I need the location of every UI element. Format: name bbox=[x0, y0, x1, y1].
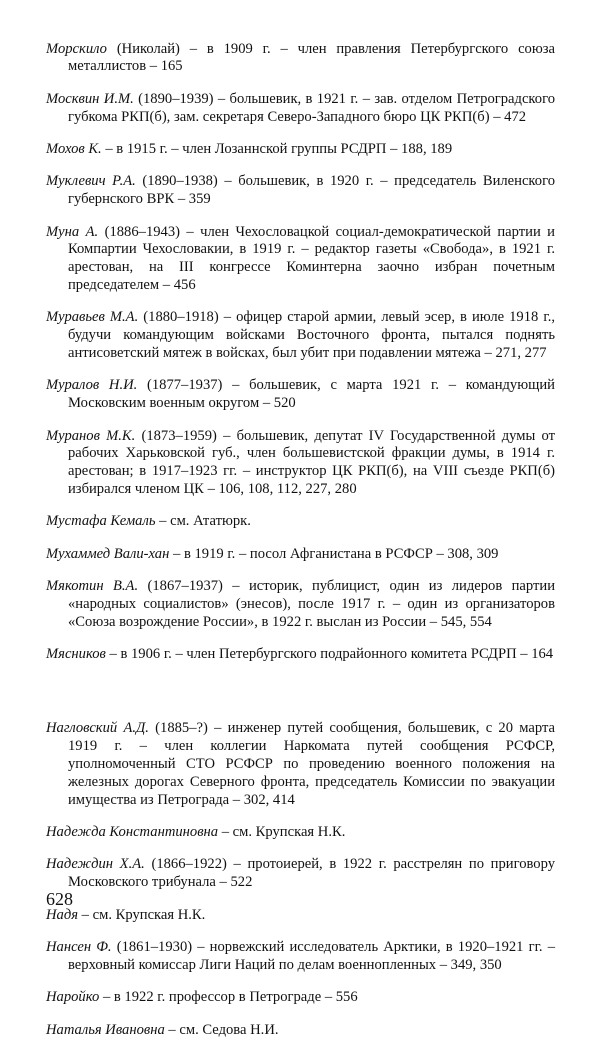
entry-text: (1867–1937) – историк, публицист, один из лидеров партии «народных социалистов» (энесов), после 1917 г. – один из организаторов «Союза возрождение России», в 1922 г. выслан из России – 545, 554 bbox=[68, 578, 556, 630]
index-entry bbox=[46, 91, 555, 127]
entry-name: Мустафа Кемаль bbox=[46, 513, 156, 530]
entry-name: Мякотин В.А. bbox=[46, 578, 139, 595]
entry-name: Наталья Ивановна bbox=[46, 1021, 165, 1038]
entry-name: Надежда Константиновна bbox=[46, 824, 219, 841]
index-entry bbox=[46, 428, 555, 499]
entry-text: (1890–1938) – большевик, в 1920 г. – председатель Виленского губернского ВРК – 359 bbox=[68, 173, 555, 208]
index-entry bbox=[46, 224, 555, 295]
index-entry bbox=[46, 309, 555, 362]
entry-text: – см. Крупская Н.К. bbox=[218, 824, 346, 841]
entry-name: Наройко bbox=[46, 989, 100, 1006]
entry-text: – в 1915 г. – член Лозаннской группы РСДРП – 188, 189 bbox=[101, 140, 453, 157]
index-entry bbox=[46, 546, 555, 564]
entry-text: (1873–1959) – большевик, депутат IV Государственной думы от рабочих Харьковской губ., член большевистской фракции думы, в 1914 г. арестован; в 1917–1923 гг. – инструктор ЦК РКП(б), на VIII съезде РКП(б) избирался членом ЦК – 106, 108, 112, 227, 280 bbox=[68, 427, 555, 497]
entry-text: (1885–?) – инженер путей сообщения, большевик, с 20 марта 1919 г. – член коллегии Наркомата путей сообщения РСФСР, уполномоченный СТО РСФСР по проведению военного положения на железных дорогах Северного фронта, председатель Комиссии по эвакуации имущества из Петрограда – 302, 414 bbox=[68, 720, 555, 808]
entry-name: Муклевич Р.А. bbox=[46, 173, 136, 190]
index-entry bbox=[46, 141, 555, 159]
entry-name: Морскило bbox=[46, 40, 107, 57]
entry-text: – в 1906 г. – член Петербургского подрайонного комитета РСДРП – 164 bbox=[105, 646, 554, 663]
entry-text: – в 1919 г. – посол Афганистана в РСФСР – 308, 309 bbox=[169, 545, 499, 562]
entry-text: (1861–1930) – норвежский исследователь Арктики, в 1920–1921 гг. – верховный комиссар Лиги Наций по делам военнопленных – 349, 350 bbox=[68, 938, 555, 973]
entry-text: – см. Седова Н.И. bbox=[164, 1021, 279, 1038]
entry-name: Муна А. bbox=[46, 223, 99, 240]
index-entry bbox=[46, 989, 555, 1007]
entry-text: (1877–1937) – большевик, с марта 1921 г. – командующий Московским военным округом – 520 bbox=[68, 377, 555, 412]
entry-text: – см. Крупская Н.К. bbox=[78, 906, 206, 923]
entry-name: Надя bbox=[46, 906, 79, 923]
index-entry bbox=[46, 513, 555, 531]
section-divider bbox=[46, 672, 555, 706]
index-section-n bbox=[46, 720, 555, 1039]
index-entry bbox=[46, 720, 555, 809]
entry-name: Муравьев М.А. bbox=[46, 309, 139, 326]
entry-text: – см. Ататюрк. bbox=[155, 513, 251, 530]
entry-name: Мохов К. bbox=[46, 140, 102, 157]
entry-text: – в 1922 г. профессор в Петрограде – 556 bbox=[99, 989, 358, 1006]
entry-text: (1890–1939) – большевик, в 1921 г. – зав. отделом Петроградского губкома РКП(б), зам. секретаря Северо-Западного бюро ЦК РКП(б) – 472 bbox=[68, 90, 555, 125]
entry-name: Мясников bbox=[46, 646, 106, 663]
entry-text: (1880–1918) – офицер старой армии, левый эсер, в июле 1918 г., будучи командующим войсками Восточного фронта, пытался поднять антисоветский мятеж в войсках, был убит при подавлении мятежа – 271, 277 bbox=[68, 309, 556, 361]
index-entry bbox=[46, 856, 555, 892]
entry-name: Надеждин Х.А. bbox=[46, 856, 145, 873]
index-entry bbox=[46, 907, 555, 925]
entry-name: Муранов М.К. bbox=[46, 427, 136, 444]
index-entry bbox=[46, 578, 555, 631]
entry-name: Нагловский А.Д. bbox=[46, 720, 149, 737]
index-entry bbox=[46, 41, 555, 77]
entry-name: Москвин И.М. bbox=[46, 90, 134, 107]
entry-text: (1866–1922) – протоиерей, в 1922 г. расстрелян по приговору Московского трибунала – 522 bbox=[68, 856, 555, 891]
entry-text: (Николай) – в 1909 г. – член правления Петербургского союза металлистов – 165 bbox=[68, 40, 555, 75]
index-section-m bbox=[46, 41, 555, 664]
index-entry bbox=[46, 824, 555, 842]
index-entry bbox=[46, 646, 555, 664]
entry-name: Муралов Н.И. bbox=[46, 377, 138, 394]
entry-text: (1886–1943) – член Чехословацкой социал-демократической партии и Компартии Чехословакии, в 1919 г. – редактор газеты «Свобода», в 1921 г. арестован, на III конгрессе Коминтерна заочно избран почетным председателем – 456 bbox=[68, 223, 555, 293]
page-number: 628 bbox=[46, 889, 73, 909]
index-entry bbox=[46, 377, 555, 413]
entry-name: Нансен Ф. bbox=[46, 938, 112, 955]
index-entry bbox=[46, 939, 555, 975]
index-entry bbox=[46, 1022, 555, 1039]
index-entry bbox=[46, 173, 555, 209]
entry-name: Мухаммед Вали-хан bbox=[46, 545, 170, 562]
